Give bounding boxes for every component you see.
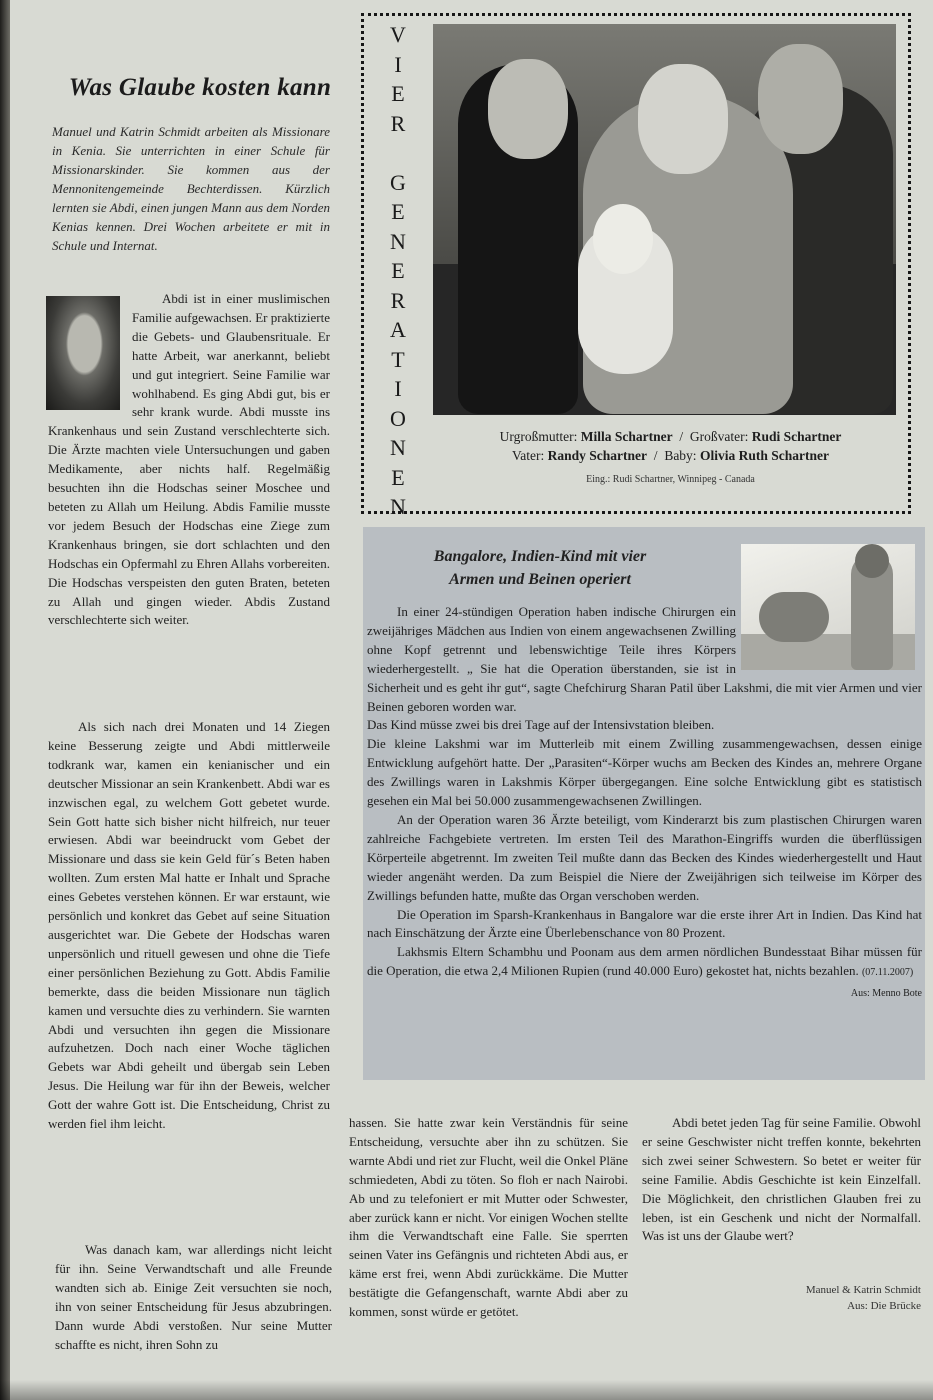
news-photo-wrap-space: [736, 603, 922, 671]
news-paragraph-1: In einer 24-stündigen Operation haben indische Chirurgen ein zweijähriges Mädchen aus Indien von einem angewachsenen Zwilling ohne Kopf getrennt und lebenswichtige Teile ihres Körpers wiederhergestellt. „ Sie hat die Operation überstanden, sie ist in Sicherheit und es geht ihr gut“, sagte Chefchirurg Sharan Patil über Lakshmi, die mit vier Armen und vier Beinen geboren worden war.: [367, 604, 922, 714]
vert-letter: V: [390, 22, 406, 47]
vert-gap: [381, 138, 415, 168]
caption-line-2: Vater: Randy Schartner / Baby: Olivia Ruth Schartner: [512, 447, 829, 463]
photo-credit: Eing.: Rudi Schartner, Winnipeg - Canada: [586, 474, 755, 485]
article-paragraph-1: Abdi ist in einer muslimischen Familie aufgewachsen. Er praktizierte die Gebets- und Glaubensrituale. Er hatte Arbeit, war anerkannt, beliebt und gut integriert. Seine Familie war wohlhabend. Es ging Abdi gut, bis er sehr krank wurde. Abdi musste ins Krankenhaus und sein Zustand verschlechterte sich. Die Ärzte machten viele Untersuchungen und gaben Medikamente, aber nichts half. Regelmäßig besuchten ihn die Hodschas seiner Moschee und beteten zu Allah um Heilung. Abdis Familie musste vor jedem Besuch der Hodschas eine Ziege zum Krankenhaus bringen, sie dort schlachten und den Hodschas ein Opfermahl zu Ehren Allahs vorbereiten. Die Hodschas verspeisten den guten Braten, beteten zu Allah und gingen wieder. Abdis Zustand verschlechterte sich weiter.: [48, 291, 330, 628]
caption-line-1: Urgroßmutter: Milla Schartner / Großvater: Rudi Schartner: [499, 429, 842, 444]
vertical-title-vier-generationen: [381, 20, 415, 522]
news-paragraph-6: Lakhsmis Eltern Schambhu und Poonam aus dem armen nördlichen Bundesstaat Bihar müssen für die Operation, die etwa 2,4 Milionen Rupien (rund 40.000 Euro) gekostet hat, nichts bezahlen. (07.11.2007) Aus: Menno Bote: [367, 943, 922, 983]
news-source: Aus: Menno Bote: [850, 988, 922, 1000]
news-date: (07.11.2007): [861, 967, 914, 979]
vert-letter: A: [390, 317, 406, 342]
portrait-wrap-space: [48, 290, 132, 420]
photo-face-grandfather: [758, 44, 843, 154]
news-body: [367, 603, 922, 1004]
four-generations-photo: [433, 24, 896, 415]
vert-letter: N: [390, 494, 406, 519]
vert-letter: I: [394, 376, 402, 401]
bottom-edge-shadow: [0, 1380, 933, 1400]
article-paragraph-3: Was danach kam, war allerdings nicht leicht für ihn. Seine Verwandtschaft und alle Freunde wandten sich ab. Einige Zeit versuchten sie noch, ihn von seiner Entscheidung für Jesus abzubringen. Dann wurde Abdi verstoßen. Nur seine Mutter schaffte es nicht, ihren Sohn zu: [55, 1242, 332, 1352]
article-paragraph-2: Als sich nach drei Monaten und 14 Ziegen keine Besserung zeigte und Abdi mittlerweile todkrank war, kamen ein kenianischer und ein deutscher Missionar an sein Krankenbett. Abdi war es inzwischen egal, zu welchem Gott gebetet wurde. Sein Gott hatte sich bisher nicht hilfreich, nur teuer erwiesen. Abdi war beeindruckt vom Gebet der Missionare und dass sie kein Geld für´s Beten haben wollten. Zum ersten Mal hatte er Inhalt und Sprache eines Gebetes verstehen können. Er war erstaunt, wie persönlich und konkret das Gebet auf seine Situation ausgerichtet war. Die Gebete der Hodschas waren unpersönlich und rituell gewesen und ohne die Tiefe einer persönlichen Beziehung zu Gott. Abdis Familie bemerkte, dass die beiden Missionare nun täglich kamen und versuchte dies zu verhindern. Sie warnten Abdi und versuchten ihn gegen die Missionare aufzuhetzen. Doch nach einer Woche täglichen Gebets war Abdi geheilt und übergab sein Leben Jesus. Die Heilung war für ihn der Beweis, welcher Gott der wahre Gott ist. Die Entscheidung, Christ zu werden fiel ihm leicht.: [48, 719, 330, 1132]
signature-authors: Manuel & Katrin Schmidt: [805, 1284, 921, 1296]
vert-letter: E: [391, 81, 405, 106]
vert-letter: R: [390, 287, 406, 313]
news-paragraph-3: Die kleine Lakshmi war im Mutterleib mit einem Zwilling zusammengewachsen, dessen einige Entwicklung aufgehört hatte. Der „Parasiten“-Körper wuchs am Becken des Kindes an, mehrere Organe des Zwillings waren in Lakshmis Körper übergegangen. Eine solche Entwicklung gibt es statistisch gesehen ein Mal bei 50.000 zusammengewachsenen Zwillingen.: [367, 736, 922, 809]
vert-letter: N: [390, 435, 406, 460]
article-title: Was Glaube kosten kann: [68, 74, 332, 101]
vert-letter: E: [391, 258, 405, 283]
article-paragraph-5: Abdi betet jeden Tag für seine Familie. Obwohl er seine Geschwister nicht treffen konnte, bekehrten sich zwei seiner Schwestern. So betet er weiter für seine Familie. Abdis Geschichte ist kein Einzelfall. Die Möglichkeit, den christlichen Glauben frei zu leben, ist ein Geschenk und nicht der Normalfall. Was ist uns der Glaube wert?: [642, 1115, 921, 1244]
news-paragraph-2: Das Kind müsse zwei bis drei Tage auf der Intensivstation bleiben.: [367, 717, 715, 733]
article-intro: Manuel und Katrin Schmidt arbeiten als Missionare in Kenia. Sie unterrichten in einer Schule für Missionarskinder. Sie kommen aus der Mennonitengemeinde Bechterdissen. Kürzlich lernten sie Abdi, einen jungen Mann aus dem Norden Kenias kennen. Drei Wochen arbeitete er mit in Schule und Internat.: [52, 124, 330, 253]
vert-letter: E: [391, 199, 405, 224]
vert-letter: E: [391, 464, 405, 490]
article-paragraph-4: hassen. Sie hatte zwar kein Verständnis für seine Entscheidung, versuchte aber ihn zu schützen. Sie warnte Abdi und riet zur Flucht, weil die Onkel Pläne schmiedeten, Abdi zu töten. So floh er nach Nairobi. Ab und zu telefoniert er mit Mutter oder Schwester, aber zurück kann er nicht. Vor einigen Wochen stellte ihm die Verwandtschaft eine Falle. Sie sperrten seinen Vater ins Gefängnis und richteten Abdi aus, er käme erst frei, wenn Abdi zurückkäme. Die Mutter bestätigte die Gefangenschaft, warnte Abdi aber zu kommen, sonst würde er getötet.: [349, 1115, 628, 1320]
photo-caption: [433, 428, 908, 465]
signature-source: Aus: Die Brücke: [847, 1300, 921, 1312]
article-signature: [700, 1282, 921, 1314]
page-spine-shadow: [0, 0, 10, 1400]
news-paragraph-4: An der Operation waren 36 Ärzte beteiligt, vom Kinderarzt bis zum plastischen Chirurgen waren zahlreiche Fachgebiete vertreten. Im ersten Teil des Marathon-Eingriffs wurden die überflüssigen Körperteile abgetrennt. Im zweiten Teil mußte dann das Becken des Kindes wiederhergestellt und Haut wieder angenäht werden. Da zum Beispiel die Niere der Zweijährigen sich teilweise im Körper des Zwillings befunden hatte, mußte das Organ verschoben werden.: [367, 811, 922, 903]
vert-letter: G: [390, 169, 406, 195]
vert-letter: I: [394, 51, 402, 77]
photo-face-father: [488, 59, 568, 159]
news-paragraph-5: Die Operation im Sparsh-Krankenhaus in Bangalore war die erste ihrer Art in Indien. Das Kind hat nach Einschätzung der Ärzte eine Überlebenschance von 80 Prozent.: [367, 906, 922, 941]
news-title: Bangalore, Indien-Kind mit vier Armen und Beinen operiert: [433, 548, 647, 588]
vert-letter: T: [391, 346, 405, 372]
photo-face-baby: [593, 204, 653, 274]
photo-face-great-grandmother: [638, 64, 728, 174]
surgery-photo-doctor-head: [855, 544, 889, 578]
vert-letter: R: [390, 110, 406, 136]
vert-letter: O: [390, 405, 406, 431]
vert-letter: N: [390, 228, 406, 254]
